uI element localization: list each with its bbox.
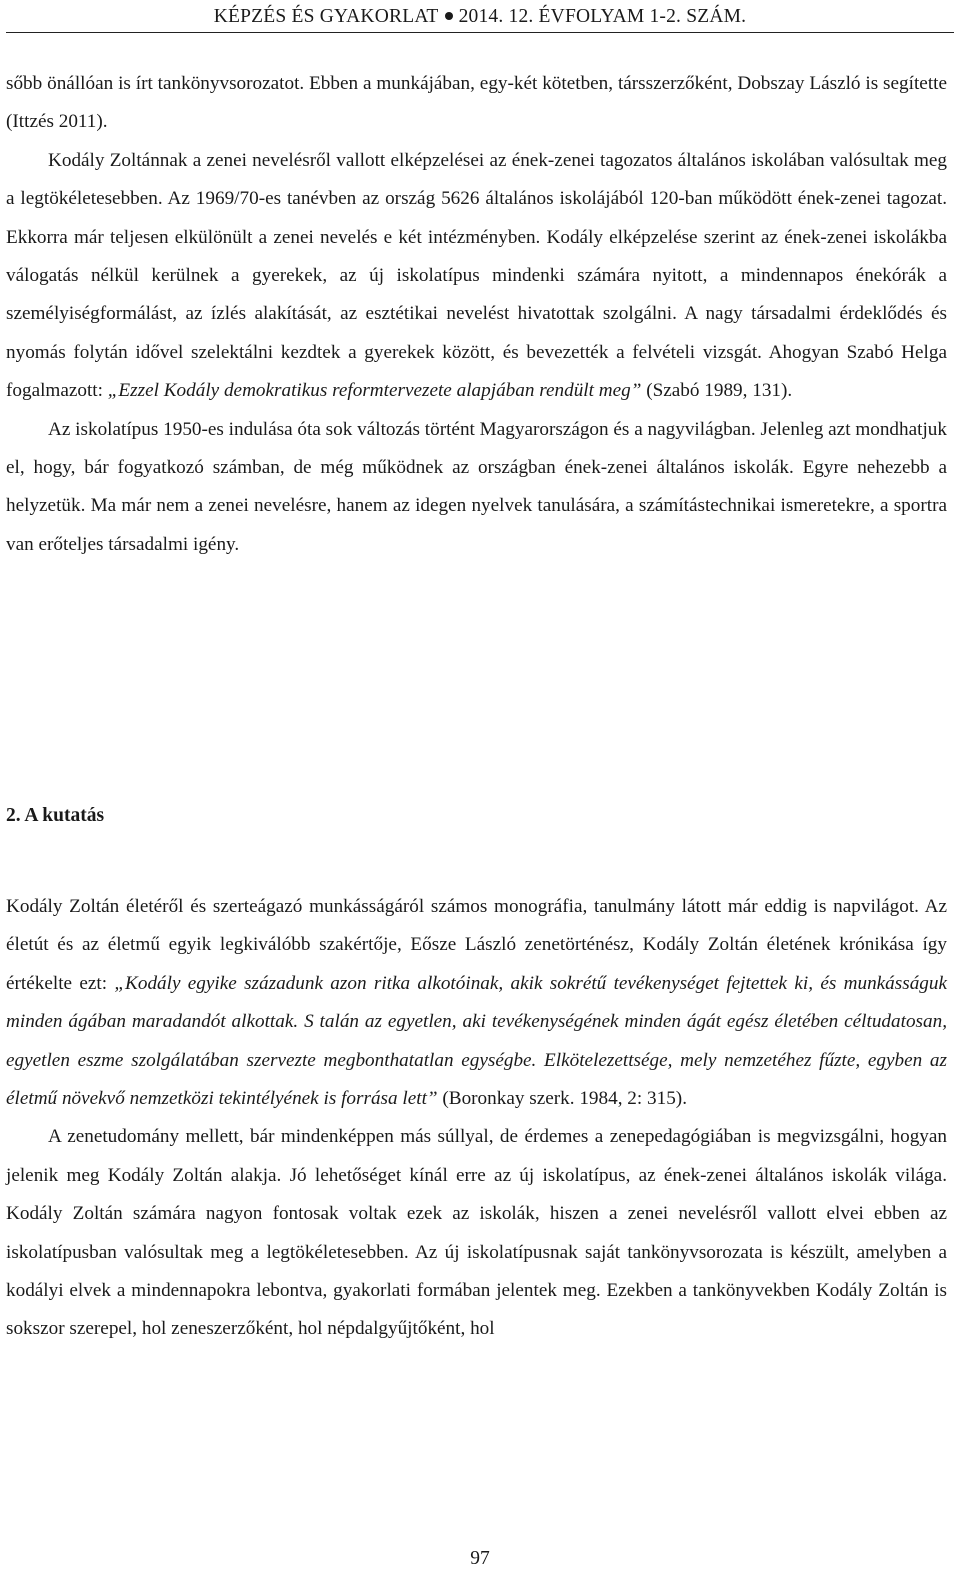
body-section-2 bbox=[6, 888, 947, 1349]
quote-szabo: „Ezzel Kodály demokratikus reformtervezete alapjában rendült meg” bbox=[107, 380, 642, 402]
citation-szabo: (Szabó 1989, 131). bbox=[641, 380, 793, 402]
paragraph-text: Kodály Zoltán életéről és szerteágazó munkásságáról számos monográfia, tanulmány látott már eddig is napvilágot. Az életút és az életmű egyik legkiválóbb szakértője, Eősze László zenetörténész, Kodály Zoltán életének krónikása így értékelte ezt: bbox=[6, 896, 947, 994]
paragraph-valtozas: Az iskolatípus 1950-es indulása óta sok változás történt Magyarországon és a nagyvilágban. Jelenleg azt mondhatjuk el, hogy, bár fogyatkozó számban, de még működnek az országban ének-zenei általános iskolák. Egyre nehezebb a helyzetük. Ma már nem a zenei nevelésre, hanem az idegen nyelvek tanulására, a számítástechnikai ismeretekre, a sportra van erőteljes társadalmi igény. bbox=[6, 418, 947, 555]
journal-title: KÉPZÉS ÉS GYAKORLAT bbox=[213, 6, 439, 27]
header-rule bbox=[6, 32, 954, 33]
separator-dot-icon bbox=[445, 12, 453, 20]
paragraph-zenepedagogia: A zenetudomány mellett, bár mindenképpen más súllyal, de érdemes a zenepedagógiában is megvizsgálni, hogyan jelenik meg Kodály Zoltán alakja. Jó lehetőséget kínál erre az új iskolatípus, az ének-zenei általános iskolák világa. Kodály Zoltán számára nagyon fontosak voltak ezek az iskolák, hiszen a zenei nevelésről vallott elvei ebben az iskolatípusban valósultak meg a legtökéletesebben. Az új iskolatípusnak saját tankönyvsorozata is készült, amelyben a kodályi elvek a mindennapokra lebontva, gyakorlati formában jelentek meg. Ezekben a tankönyvekben Kodály Zoltán is sokszor szerepel, hol zeneszerzőként, hol népdalgyűjtőként, hol bbox=[6, 1126, 947, 1340]
quote-eosze: „Kodály egyike századunk azon ritka alkotóinak, akik sokrétű tevékenységet fejtettek ki, és munkásságuk minden ágában maradandót alkottak. S talán az egyetlen, aki tevékenységének minden ágát egész életében céltudatosan, egyetlen eszme szolgálatában szervezte megbonthatatlan egységbe. Elkötelezettsége, mely nemzetéhez fűzte, egyben az életmű növekvő nemzetközi tekintélyének is forrása lett” bbox=[6, 972, 947, 1110]
page-number: 97 bbox=[470, 1548, 490, 1569]
body-section-1 bbox=[6, 65, 947, 564]
paragraph-text: Kodály Zoltánnak a zenei nevelésről vallott elképzelései az ének-zenei tagozatos általános iskolában valósultak meg a legtökéletesebben. Az 1969/70-es tanévben az ország 5626 általános iskolájából 120-ban működött ének-zenei tagozat. Ekkorra már teljesen elkülönült a zenei nevelés e két intézményben. Kodály elképzelése szerint az ének-zenei iskolákba válogatás nélkül kerülnek a gyerekek, az új iskolatípus mindenki számára nyitott, a mindennapos énekórák a személyiségformálást, az ízlés alakítását, az esztétikai nevelést hivatottak szolgálni. A nagy társadalmi érdeklődés és nyomás folytán idővel szelektálni kezdtek a gyerekek között, és bevezették a felvételi vizsgát. Ahogyan Szabó Helga fogalmazott: bbox=[6, 149, 947, 402]
issue-info: 2014. 12. ÉVFOLYAM 1-2. SZÁM. bbox=[458, 6, 747, 27]
paragraph-monografia bbox=[6, 888, 947, 1118]
paragraph-tagozat bbox=[6, 142, 947, 411]
paragraph-continuation: sőbb önállóan is írt tankönyvsorozatot. Ebben a munkájában, egy-két kötetben, társszerzőként, Dobszay László is segítette (Ittzés 2011). bbox=[6, 73, 947, 133]
running-header bbox=[0, 4, 960, 30]
section-heading: 2. A kutatás bbox=[6, 805, 105, 826]
citation-boronkay: (Boronkay szerk. 1984, 2: 315). bbox=[437, 1088, 687, 1110]
